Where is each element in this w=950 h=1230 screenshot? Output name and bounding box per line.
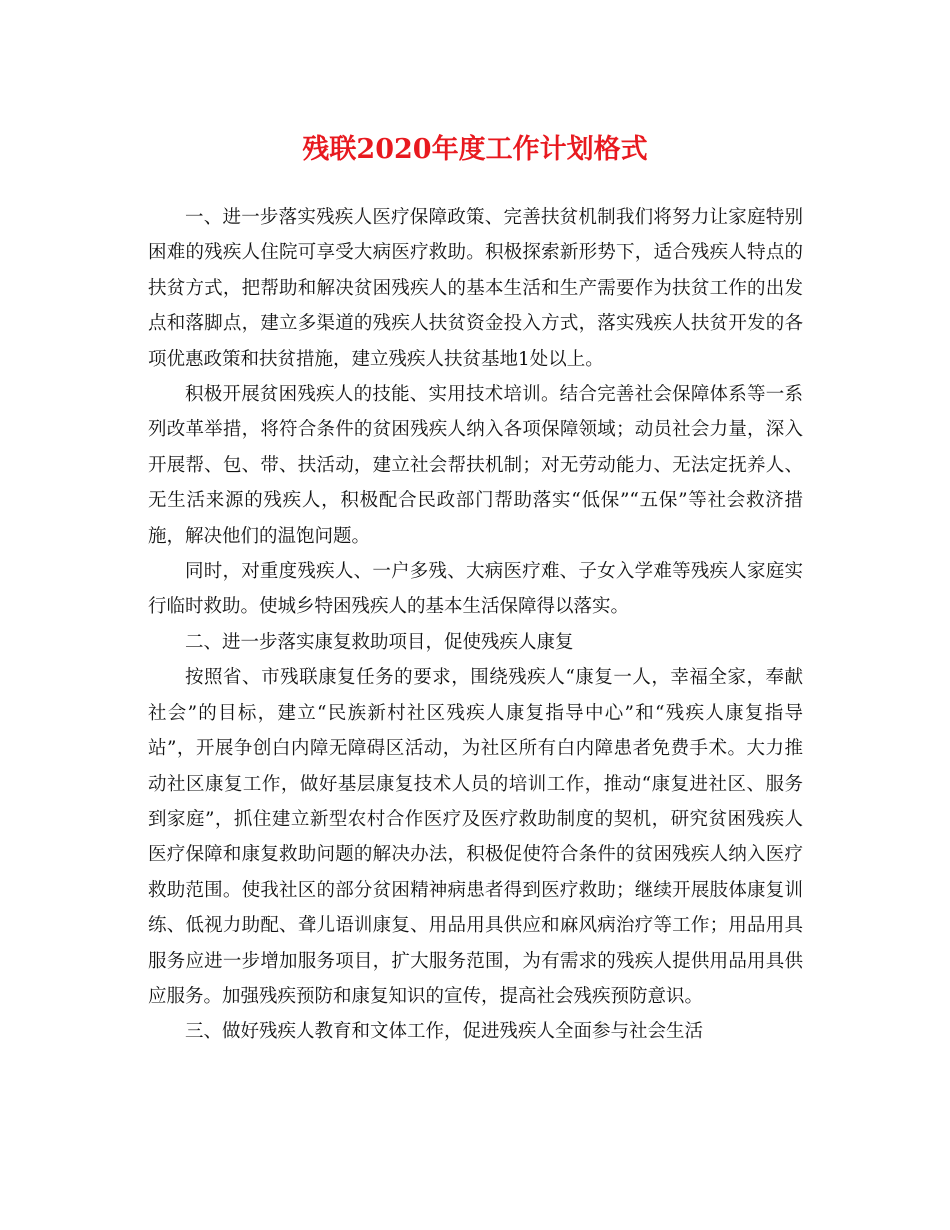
paragraph-2: 积极开展贫困残疾人的技能、实用技术培训。结合完善社会保障体系等一系列改革举措，将符合条件的贫困残疾人纳入各项保障领域；动员社会力量，深入开展帮、包、带、扶活动，建立社会帮扶机制；对无劳动能力、无法定抚养人、无生活来源的残疾人，积极配合民政部门帮助落实“低保”“五保”等社会救济措施，解决他们的温饱问题。 [148, 384, 803, 547]
paragraph-1: 一、进一步落实残疾人医疗保障政策、完善扶贫机制我们将努力让家庭特别困难的残疾人住院可享受大病医疗救助。积极探索新形势下，适合残疾人特点的扶贫方式，把帮助和解决贫困残疾人的基本生活和生产需要作为扶贫工作的出发点和落脚点，建立多渠道的残疾人扶贫资金投入方式，落实残疾人扶贫开发的各项优惠政策和扶贫措施，建立残疾人扶贫基地1处以上。 [148, 207, 803, 370]
section-heading-3: 三、做好残疾人教育和文体工作，促进残疾人全面参与社会生活 [185, 1021, 704, 1043]
paragraph-3: 同时，对重度残疾人、一户多残、大病医疗难、子女入学难等残疾人家庭实行临时救助。使城乡特困残疾人的基本生活保障得以落实。 [148, 561, 803, 618]
document-body [148, 200, 803, 1050]
document-title: 残联2020年度工作计划格式 [302, 134, 648, 165]
section-heading-2: 二、进一步落实康复救助项目，促使残疾人康复 [185, 631, 574, 653]
paragraph-4: 按照省、市残联康复任务的要求，围绕残疾人“康复一人，幸福全家，奉献社会”的目标，建立“民族新村社区残疾人康复指导中心”和“残疾人康复指导站”，开展争创白内障无障碍区活动，为社区所有白内障患者免费手术。大力推动社区康复工作，做好基层康复技术人员的培训工作，推动“康复进社区、服务到家庭”，抓住建立新型农村合作医疗及医疗救助制度的契机，研究贫困残疾人医疗保障和康复救助问题的解决办法，积极促使符合条件的贫困残疾人纳入医疗救助范围。使我社区的部分贫困精神病患者得到医疗救助；继续开展肢体康复训练、低视力助配、聋儿语训康复、用品用具供应和麻风病治疗等工作；用品用具服务应进一步增加服务项目，扩大服务范围，为有需求的残疾人提供用品用具供应服务。加强残疾预防和康复知识的宣传，提高社会残疾预防意识。 [148, 667, 803, 1007]
